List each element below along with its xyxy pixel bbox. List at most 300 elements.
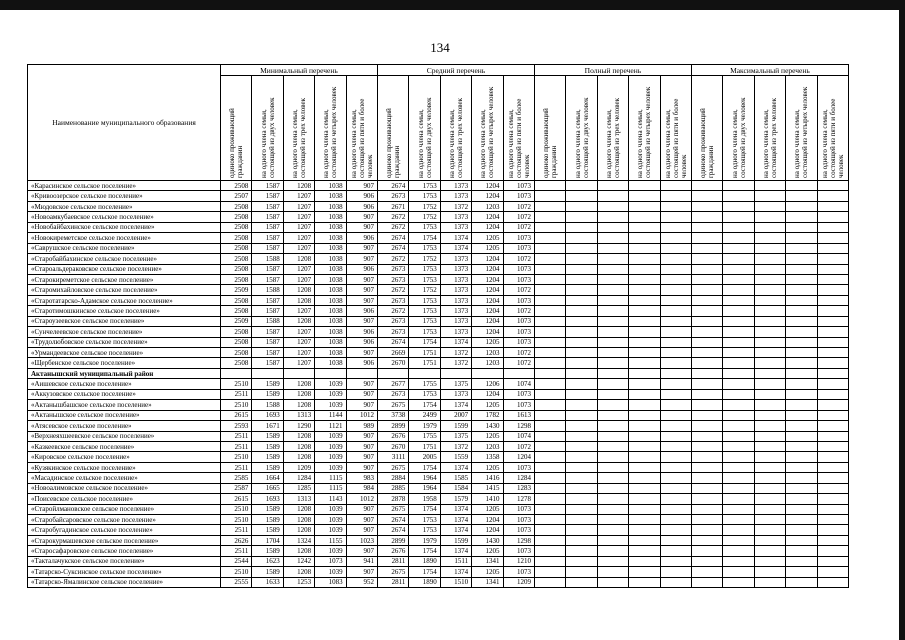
sub-header-label: одиноко проживающий гражданин — [228, 108, 245, 178]
value-cell — [660, 264, 691, 274]
value-cell — [534, 254, 565, 264]
value-cell: 1207 — [283, 348, 314, 358]
value-cell: 1373 — [440, 191, 471, 201]
value-cell: 1374 — [440, 462, 471, 472]
value-cell: 1208 — [283, 295, 314, 305]
value-cell: 1073 — [503, 274, 534, 284]
value-cell — [754, 254, 785, 264]
table-row — [28, 473, 849, 483]
value-cell: 2673 — [377, 295, 408, 305]
value-cell: 2510 — [221, 452, 252, 462]
value-cell: 2674 — [377, 181, 408, 191]
value-cell — [691, 389, 722, 399]
value-cell — [817, 504, 848, 514]
value-cell: 1204 — [503, 452, 534, 462]
value-cell: 1589 — [252, 431, 283, 441]
value-cell: 906 — [346, 306, 377, 316]
sub-header-label: одиноко проживающий гражданин — [699, 108, 716, 178]
value-cell — [691, 306, 722, 316]
value-cell — [660, 285, 691, 295]
value-cell — [723, 462, 754, 472]
value-cell — [597, 181, 628, 191]
value-cell: 1284 — [503, 473, 534, 483]
value-cell — [691, 201, 722, 211]
municipality-name-cell: «Кузякинское сельское поселение» — [28, 462, 221, 472]
value-cell: 2508 — [221, 254, 252, 264]
sub-header-label: на одного члена семьи, состоящей из двух человек — [730, 97, 747, 178]
table-row — [28, 462, 849, 472]
value-cell: 1313 — [283, 494, 314, 504]
value-cell: 1589 — [252, 441, 283, 451]
value-cell: 1039 — [315, 525, 346, 535]
value-cell — [534, 515, 565, 525]
sub-header-label: одиноко проживающий гражданин — [542, 108, 559, 178]
group-header-maximal: Максимальный перечень — [691, 65, 848, 76]
value-cell: 2675 — [377, 567, 408, 577]
value-cell: 1587 — [252, 306, 283, 316]
municipality-name-cell: «Новокиреметское сельское поселение» — [28, 233, 221, 243]
value-cell: 1204 — [472, 285, 503, 295]
value-cell: 906 — [346, 358, 377, 368]
value-cell: 1039 — [315, 567, 346, 577]
value-cell: 2626 — [221, 535, 252, 545]
municipality-name-cell: «Сунчелеевское сельское поселение» — [28, 327, 221, 337]
value-cell — [691, 295, 722, 305]
value-cell — [660, 348, 691, 358]
value-cell: 2675 — [377, 400, 408, 410]
table-body — [28, 181, 849, 588]
sub-header-cell — [597, 76, 628, 181]
municipality-name-cell: «Урмандеевское сельское поселение» — [28, 348, 221, 358]
value-cell: 2673 — [377, 274, 408, 284]
value-cell: 1753 — [409, 222, 440, 232]
value-cell: 1073 — [503, 389, 534, 399]
value-cell — [660, 316, 691, 326]
value-cell — [786, 410, 817, 420]
value-cell: 1964 — [409, 473, 440, 483]
value-cell: 1039 — [315, 452, 346, 462]
value-cell — [723, 431, 754, 441]
value-cell — [817, 264, 848, 274]
value-cell: 1753 — [409, 274, 440, 284]
value-cell: 1599 — [440, 421, 471, 431]
value-cell — [629, 546, 660, 556]
value-cell: 1278 — [503, 494, 534, 504]
value-cell — [754, 243, 785, 253]
value-cell — [629, 233, 660, 243]
value-cell: 1374 — [440, 233, 471, 243]
value-cell — [754, 191, 785, 201]
value-cell: 1039 — [315, 515, 346, 525]
value-cell: 2544 — [221, 556, 252, 566]
value-cell: 1038 — [315, 337, 346, 347]
value-cell: 1207 — [283, 233, 314, 243]
value-cell: 1073 — [503, 295, 534, 305]
value-cell: 1752 — [409, 201, 440, 211]
value-cell — [723, 556, 754, 566]
value-cell: 2508 — [221, 306, 252, 316]
value-cell: 1038 — [315, 264, 346, 274]
value-cell: 1209 — [503, 577, 534, 587]
table-row — [28, 379, 849, 389]
value-cell: 2510 — [221, 504, 252, 514]
value-cell — [723, 327, 754, 337]
value-cell — [566, 368, 597, 378]
value-cell — [817, 525, 848, 535]
value-cell: 1751 — [409, 358, 440, 368]
page-right-edge — [899, 0, 905, 640]
value-cell: 2508 — [221, 274, 252, 284]
value-cell — [691, 274, 722, 284]
value-cell — [691, 462, 722, 472]
value-cell — [786, 348, 817, 358]
value-cell — [472, 368, 503, 378]
value-cell: 1587 — [252, 274, 283, 284]
sub-header-label: на одного члена семьи, состоящей из пяти и более человек — [349, 98, 374, 178]
value-cell — [786, 368, 817, 378]
sub-header-label: на одного члена семьи, состоящей из пяти и более человек — [506, 98, 531, 178]
value-cell — [754, 504, 785, 514]
value-cell — [597, 556, 628, 566]
value-cell — [566, 243, 597, 253]
value-cell: 907 — [346, 295, 377, 305]
value-cell: 1206 — [472, 379, 503, 389]
value-cell: 1253 — [283, 577, 314, 587]
value-cell: 1588 — [252, 316, 283, 326]
value-cell: 907 — [346, 274, 377, 284]
value-cell — [597, 233, 628, 243]
value-cell — [409, 368, 440, 378]
value-cell — [691, 264, 722, 274]
value-cell: 2878 — [377, 494, 408, 504]
value-cell: 1073 — [503, 546, 534, 556]
value-cell — [754, 368, 785, 378]
value-cell: 1204 — [472, 254, 503, 264]
value-cell: 1023 — [346, 535, 377, 545]
value-cell: 1373 — [440, 389, 471, 399]
value-cell — [723, 254, 754, 264]
value-cell: 2677 — [377, 379, 408, 389]
value-cell: 1753 — [409, 191, 440, 201]
value-cell — [597, 201, 628, 211]
value-cell — [786, 222, 817, 232]
value-cell: 1511 — [440, 556, 471, 566]
section-row — [28, 368, 849, 378]
value-cell — [597, 577, 628, 587]
value-cell — [534, 452, 565, 462]
value-cell — [629, 212, 660, 222]
value-cell: 1693 — [252, 494, 283, 504]
value-cell — [566, 421, 597, 431]
value-cell: 1373 — [440, 316, 471, 326]
table-row — [28, 556, 849, 566]
value-cell — [660, 212, 691, 222]
value-cell: 1210 — [503, 556, 534, 566]
value-cell: 1704 — [252, 535, 283, 545]
value-cell — [723, 212, 754, 222]
value-cell: 1753 — [409, 243, 440, 253]
value-cell: 1038 — [315, 348, 346, 358]
value-cell: 1979 — [409, 421, 440, 431]
value-cell — [817, 462, 848, 472]
value-cell — [723, 348, 754, 358]
value-cell: 1753 — [409, 515, 440, 525]
municipality-name-cell: «Старойлмановское сельское поселение» — [28, 504, 221, 514]
value-cell: 1207 — [283, 201, 314, 211]
value-cell: 1204 — [472, 264, 503, 274]
group-header-average: Средний перечень — [377, 65, 534, 76]
value-cell — [597, 452, 628, 462]
value-cell: 2508 — [221, 233, 252, 243]
value-cell — [534, 201, 565, 211]
value-cell: 1753 — [409, 525, 440, 535]
value-cell — [691, 452, 722, 462]
value-cell: 1298 — [503, 535, 534, 545]
value-cell: 907 — [346, 389, 377, 399]
value-cell — [723, 421, 754, 431]
value-cell — [629, 494, 660, 504]
value-cell: 1073 — [503, 264, 534, 274]
value-cell: 2811 — [377, 556, 408, 566]
value-cell: 2615 — [221, 410, 252, 420]
value-cell — [597, 535, 628, 545]
value-cell — [629, 264, 660, 274]
value-cell: 1373 — [440, 254, 471, 264]
value-cell: 1587 — [252, 348, 283, 358]
value-cell — [817, 389, 848, 399]
value-cell — [817, 233, 848, 243]
value-cell — [817, 515, 848, 525]
value-cell: 1038 — [315, 201, 346, 211]
value-cell: 2671 — [377, 201, 408, 211]
value-cell: 1207 — [283, 264, 314, 274]
value-cell: 2673 — [377, 316, 408, 326]
value-cell — [597, 316, 628, 326]
value-cell — [660, 441, 691, 451]
value-cell: 2509 — [221, 316, 252, 326]
value-cell: 1073 — [503, 316, 534, 326]
value-cell — [723, 337, 754, 347]
value-cell: 1073 — [503, 567, 534, 577]
sub-header-label: на одного члена семьи, состоящей из трех человек — [761, 98, 778, 178]
value-cell — [660, 577, 691, 587]
value-cell: 1039 — [315, 400, 346, 410]
value-cell: 1072 — [503, 254, 534, 264]
value-cell — [817, 274, 848, 284]
municipality-name-cell: «Старобайсаровское сельское поселение» — [28, 515, 221, 525]
value-cell — [566, 254, 597, 264]
value-cell: 1073 — [503, 181, 534, 191]
value-cell — [629, 535, 660, 545]
value-cell: 2885 — [377, 483, 408, 493]
municipality-name-cell: «Кривоозерское сельское поселение» — [28, 191, 221, 201]
value-cell: 1755 — [409, 379, 440, 389]
table-row — [28, 483, 849, 493]
value-cell — [754, 525, 785, 535]
value-cell — [534, 535, 565, 545]
value-cell — [566, 556, 597, 566]
value-cell: 1207 — [283, 243, 314, 253]
value-cell: 2674 — [377, 337, 408, 347]
table-row — [28, 525, 849, 535]
value-cell — [786, 494, 817, 504]
value-cell: 2672 — [377, 254, 408, 264]
value-cell — [534, 306, 565, 316]
value-cell — [754, 452, 785, 462]
value-cell: 2510 — [221, 515, 252, 525]
value-cell — [629, 441, 660, 451]
table-row — [28, 264, 849, 274]
value-cell — [754, 222, 785, 232]
value-cell — [723, 285, 754, 295]
value-cell: 1207 — [283, 222, 314, 232]
value-cell — [660, 431, 691, 441]
value-cell: 2508 — [221, 201, 252, 211]
value-cell — [566, 400, 597, 410]
sub-header-label: на одного члена семьи, состоящей из четырех человек — [479, 86, 496, 178]
value-cell: 1121 — [315, 421, 346, 431]
sub-header-cell — [723, 76, 754, 181]
value-cell — [817, 201, 848, 211]
value-cell: 1890 — [409, 577, 440, 587]
value-cell — [597, 379, 628, 389]
value-cell — [786, 483, 817, 493]
value-cell — [723, 546, 754, 556]
value-cell — [629, 504, 660, 514]
value-cell — [660, 181, 691, 191]
value-cell — [597, 285, 628, 295]
value-cell: 2511 — [221, 462, 252, 472]
value-cell: 1753 — [409, 264, 440, 274]
value-cell: 1203 — [472, 441, 503, 451]
value-cell: 2005 — [409, 452, 440, 462]
value-cell — [597, 306, 628, 316]
value-cell: 907 — [346, 441, 377, 451]
value-cell — [691, 379, 722, 389]
value-cell — [691, 515, 722, 525]
table-row — [28, 306, 849, 316]
sub-header-cell — [566, 76, 597, 181]
value-cell — [597, 254, 628, 264]
value-cell — [691, 567, 722, 577]
value-cell: 1373 — [440, 306, 471, 316]
sub-header-label: на одного члена семьи, состоящей из трех человек — [604, 98, 621, 178]
value-cell — [723, 400, 754, 410]
table-row — [28, 348, 849, 358]
value-cell: 907 — [346, 515, 377, 525]
value-cell: 1208 — [283, 452, 314, 462]
value-cell: 2675 — [377, 462, 408, 472]
value-cell: 1373 — [440, 295, 471, 305]
value-cell: 2499 — [409, 410, 440, 420]
value-cell — [754, 306, 785, 316]
value-cell: 2511 — [221, 546, 252, 556]
value-cell — [660, 421, 691, 431]
value-cell — [817, 348, 848, 358]
value-cell — [754, 389, 785, 399]
value-cell: 1613 — [503, 410, 534, 420]
value-cell — [786, 274, 817, 284]
value-cell: 1208 — [283, 504, 314, 514]
table-row — [28, 515, 849, 525]
value-cell — [566, 379, 597, 389]
value-cell: 1665 — [252, 483, 283, 493]
value-cell — [660, 274, 691, 284]
value-cell: 1039 — [315, 504, 346, 514]
value-cell: 1208 — [283, 181, 314, 191]
value-cell: 2507 — [221, 191, 252, 201]
value-cell: 1038 — [315, 222, 346, 232]
value-cell — [534, 222, 565, 232]
value-cell — [786, 285, 817, 295]
value-cell — [597, 243, 628, 253]
value-cell — [315, 368, 346, 378]
value-cell — [786, 535, 817, 545]
value-cell — [817, 285, 848, 295]
value-cell: 1373 — [440, 181, 471, 191]
group-header-row — [28, 65, 849, 76]
value-cell: 1208 — [283, 389, 314, 399]
value-cell: 1587 — [252, 358, 283, 368]
value-cell — [817, 431, 848, 441]
value-cell — [817, 556, 848, 566]
value-cell — [566, 515, 597, 525]
value-cell: 1073 — [503, 233, 534, 243]
value-cell: 1589 — [252, 452, 283, 462]
value-cell: 1623 — [252, 556, 283, 566]
value-cell: 1373 — [440, 222, 471, 232]
municipality-name-cell: «Аишевское сельское поселение» — [28, 379, 221, 389]
value-cell — [566, 285, 597, 295]
value-cell: 1208 — [283, 285, 314, 295]
value-cell: 1587 — [252, 181, 283, 191]
value-cell — [566, 567, 597, 577]
value-cell: 2674 — [377, 233, 408, 243]
table-row — [28, 567, 849, 577]
value-cell: 1753 — [409, 316, 440, 326]
value-cell: 1205 — [472, 243, 503, 253]
value-cell — [723, 181, 754, 191]
value-cell: 1038 — [315, 327, 346, 337]
value-cell — [597, 337, 628, 347]
value-cell — [629, 462, 660, 472]
value-cell — [534, 483, 565, 493]
value-cell — [754, 441, 785, 451]
value-cell — [754, 515, 785, 525]
value-cell — [817, 441, 848, 451]
value-cell — [660, 462, 691, 472]
value-cell — [817, 306, 848, 316]
value-cell: 1073 — [503, 525, 534, 535]
value-cell — [691, 348, 722, 358]
value-cell: 1752 — [409, 285, 440, 295]
value-cell — [691, 400, 722, 410]
value-cell — [534, 274, 565, 284]
table-row — [28, 421, 849, 431]
value-cell — [723, 504, 754, 514]
value-cell: 1588 — [252, 400, 283, 410]
value-cell — [597, 525, 628, 535]
municipality-name-cell: «Саврушское сельское поселение» — [28, 243, 221, 253]
value-cell — [660, 546, 691, 556]
value-cell — [786, 389, 817, 399]
value-cell: 1038 — [315, 233, 346, 243]
value-cell: 2508 — [221, 327, 252, 337]
value-cell: 907 — [346, 400, 377, 410]
value-cell: 1208 — [283, 400, 314, 410]
value-cell — [817, 243, 848, 253]
value-cell: 1589 — [252, 462, 283, 472]
